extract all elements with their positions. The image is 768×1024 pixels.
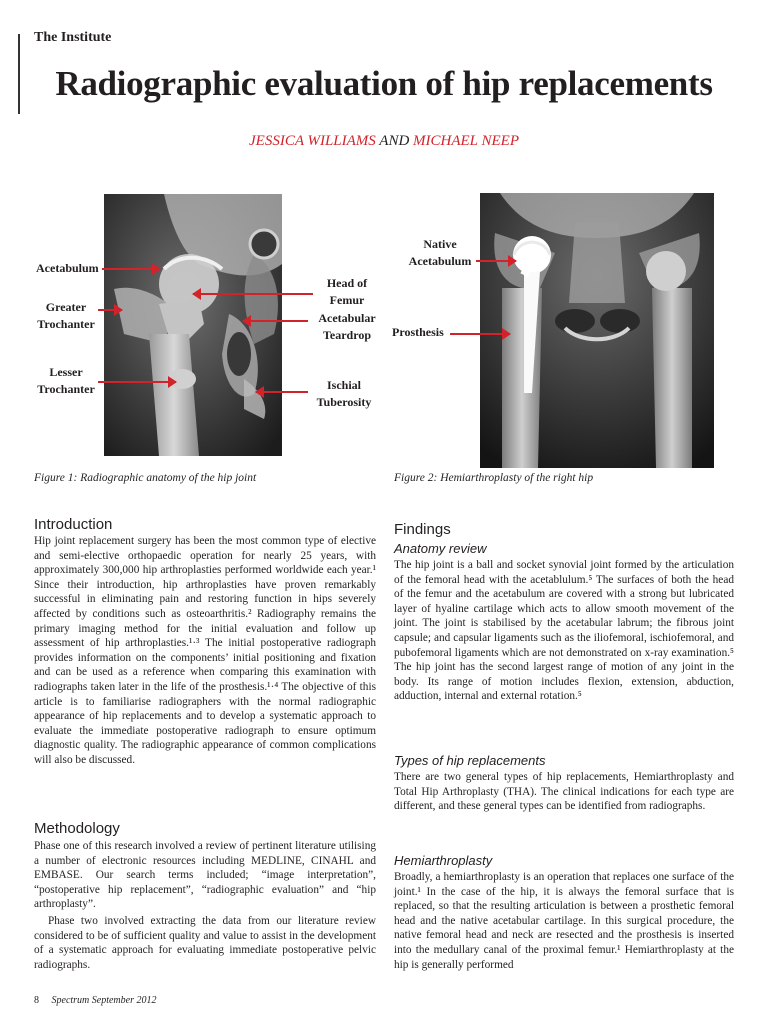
page-footer: [34, 995, 156, 1006]
figure-1-caption: Figure 1: Radiographic anatomy of the hip joint: [34, 472, 257, 484]
label-ischial-tuberosity: Ischial Tuberosity: [316, 378, 372, 409]
arrow-prosthesis: [450, 333, 510, 335]
arrow-native-acetabulum: [476, 260, 516, 262]
hemiarthroplasty-text: Broadly, a hemiarthroplasty is an operation that replaces one surface of the joint.¹ In the case of the hip, it is always the femoral surface that is replaced, so that the resulting articulation is between a prosthetic femoral head and the native acetabular cartilage. In this surgical procedure, the native femoral head and neck are resected and the prosthesis is inserted into the medullary canal of the proximal femur.¹ Hemiarthroplasty at the hip is generally performed: [394, 871, 734, 971]
label-head-of-femur: Head of Femur: [326, 276, 368, 307]
label-greater-trochanter: Greater Trochanter: [37, 300, 95, 331]
arrow-greater-trochanter: [98, 309, 122, 311]
arrow-acetabular-teardrop: [243, 320, 308, 322]
authors-and: AND: [379, 133, 410, 149]
arrow-head-of-femur: [193, 293, 313, 295]
methodology-text-2: Phase two involved extracting the data from our literature review considered to be of sufficient quality and value to assist in the development of a systematic approach for evaluating immediate postoperative pelvic radiographs.: [34, 915, 376, 971]
author-1: JESSICA WILLIAMS: [249, 133, 376, 149]
introduction-text: Hip joint replacement surgery has been the most common type of elective and semi-elective orthopaedic operation for nearly 25 years, with approximately 300,000 hip arthroplasties performed worldwide each year.¹ Since their introduction, hip arthroplasties have proven remarkably successful in eliminating pain and restoring function in hips severely affected by conditions such as osteoarthritis.² Radiography remains the primary imaging method for the initial evaluation and follow up assessment of hip arthroplasties.¹·³ The initial postoperative radiograph provides information on the components’ initial positioning and fixation and can be used as a reference when comparing this examination with radiographs taken later in the life of the prosthesis.¹·⁴ The objective of this article is to familiarise radiographers with the normal radiographic appearance of hip replacements and to develop a systematic approach to evaluate the immediate postoperative radiograph to ensure optimum diagnostic quality. The radiographic appearance of common complications will also be discussed.: [34, 535, 376, 766]
label-acetabular-teardrop: Acetabular Teardrop: [318, 311, 376, 342]
methodology-heading: Methodology: [34, 820, 120, 837]
introduction-heading: Introduction: [34, 516, 113, 533]
label-prosthesis: Prosthesis: [392, 325, 444, 339]
arrow-lesser-trochanter: [98, 381, 176, 383]
types-heading: Types of hip replacements: [394, 753, 546, 768]
journal-name: Spectrum September 2012: [51, 995, 157, 1006]
hemiarthroplasty-heading: Hemiarthroplasty: [394, 853, 493, 868]
article-title: Radiographic evaluation of hip replacements: [55, 64, 713, 103]
methodology-text-1: Phase one of this research involved a review of pertinent literature utilising a number of electronic resources including MEDLINE, CINAHL and EMBASE. Our search terms included; “image interpretation”, “postoperative hip replacement”, “radiographic evaluation” and “hip arthroplasty”.: [34, 840, 376, 911]
anatomy-review-heading: Anatomy review: [394, 541, 487, 556]
label-acetabulum: Acetabulum: [36, 261, 99, 275]
types-text: There are two general types of hip replacements, Hemiarthroplasty and Total Hip Arthroplasty (THA). The clinical indications for each type are different, and these general types can be identified from radiographs.: [394, 771, 734, 813]
label-native-acetabulum: Native Acetabulum: [408, 237, 472, 268]
anatomy-review-text: The hip joint is a ball and socket synovial joint formed by the articulation of the femoral head with the acetablulum.⁵ The surfaces of both the head of the femur and the acetabulum are covered with a strong but lubricated layer of hyaline cartilage which acts to allow smooth movement of the joint. The joint is stabilised by the acetabular labrum; the fibrous joint capsule; and capsular ligaments such as the iliofemoral, ischiofemoral, and pubofemoral ligaments which are not demonstrated on x-ray examination.⁵ The hip joint has the second largest range of motion of any joint in the body. Its range of motion includes flexion, extension, abduction, adduction, internal and external rotation.⁵: [394, 559, 734, 703]
arrow-acetabulum: [102, 268, 160, 270]
author-2: MICHAEL NEEP: [413, 133, 519, 149]
figure-1-xray: [104, 194, 282, 456]
authors: [0, 133, 768, 150]
findings-heading: Findings: [394, 521, 451, 538]
figure-2-caption: Figure 2: Hemiarthroplasty of the right hip: [394, 472, 594, 484]
section-label: The Institute: [34, 30, 112, 45]
figure-2-xray: [480, 193, 714, 468]
label-lesser-trochanter: Lesser Trochanter: [37, 365, 95, 396]
page-number: 8: [34, 995, 39, 1006]
arrow-ischial-tuberosity: [256, 391, 308, 393]
